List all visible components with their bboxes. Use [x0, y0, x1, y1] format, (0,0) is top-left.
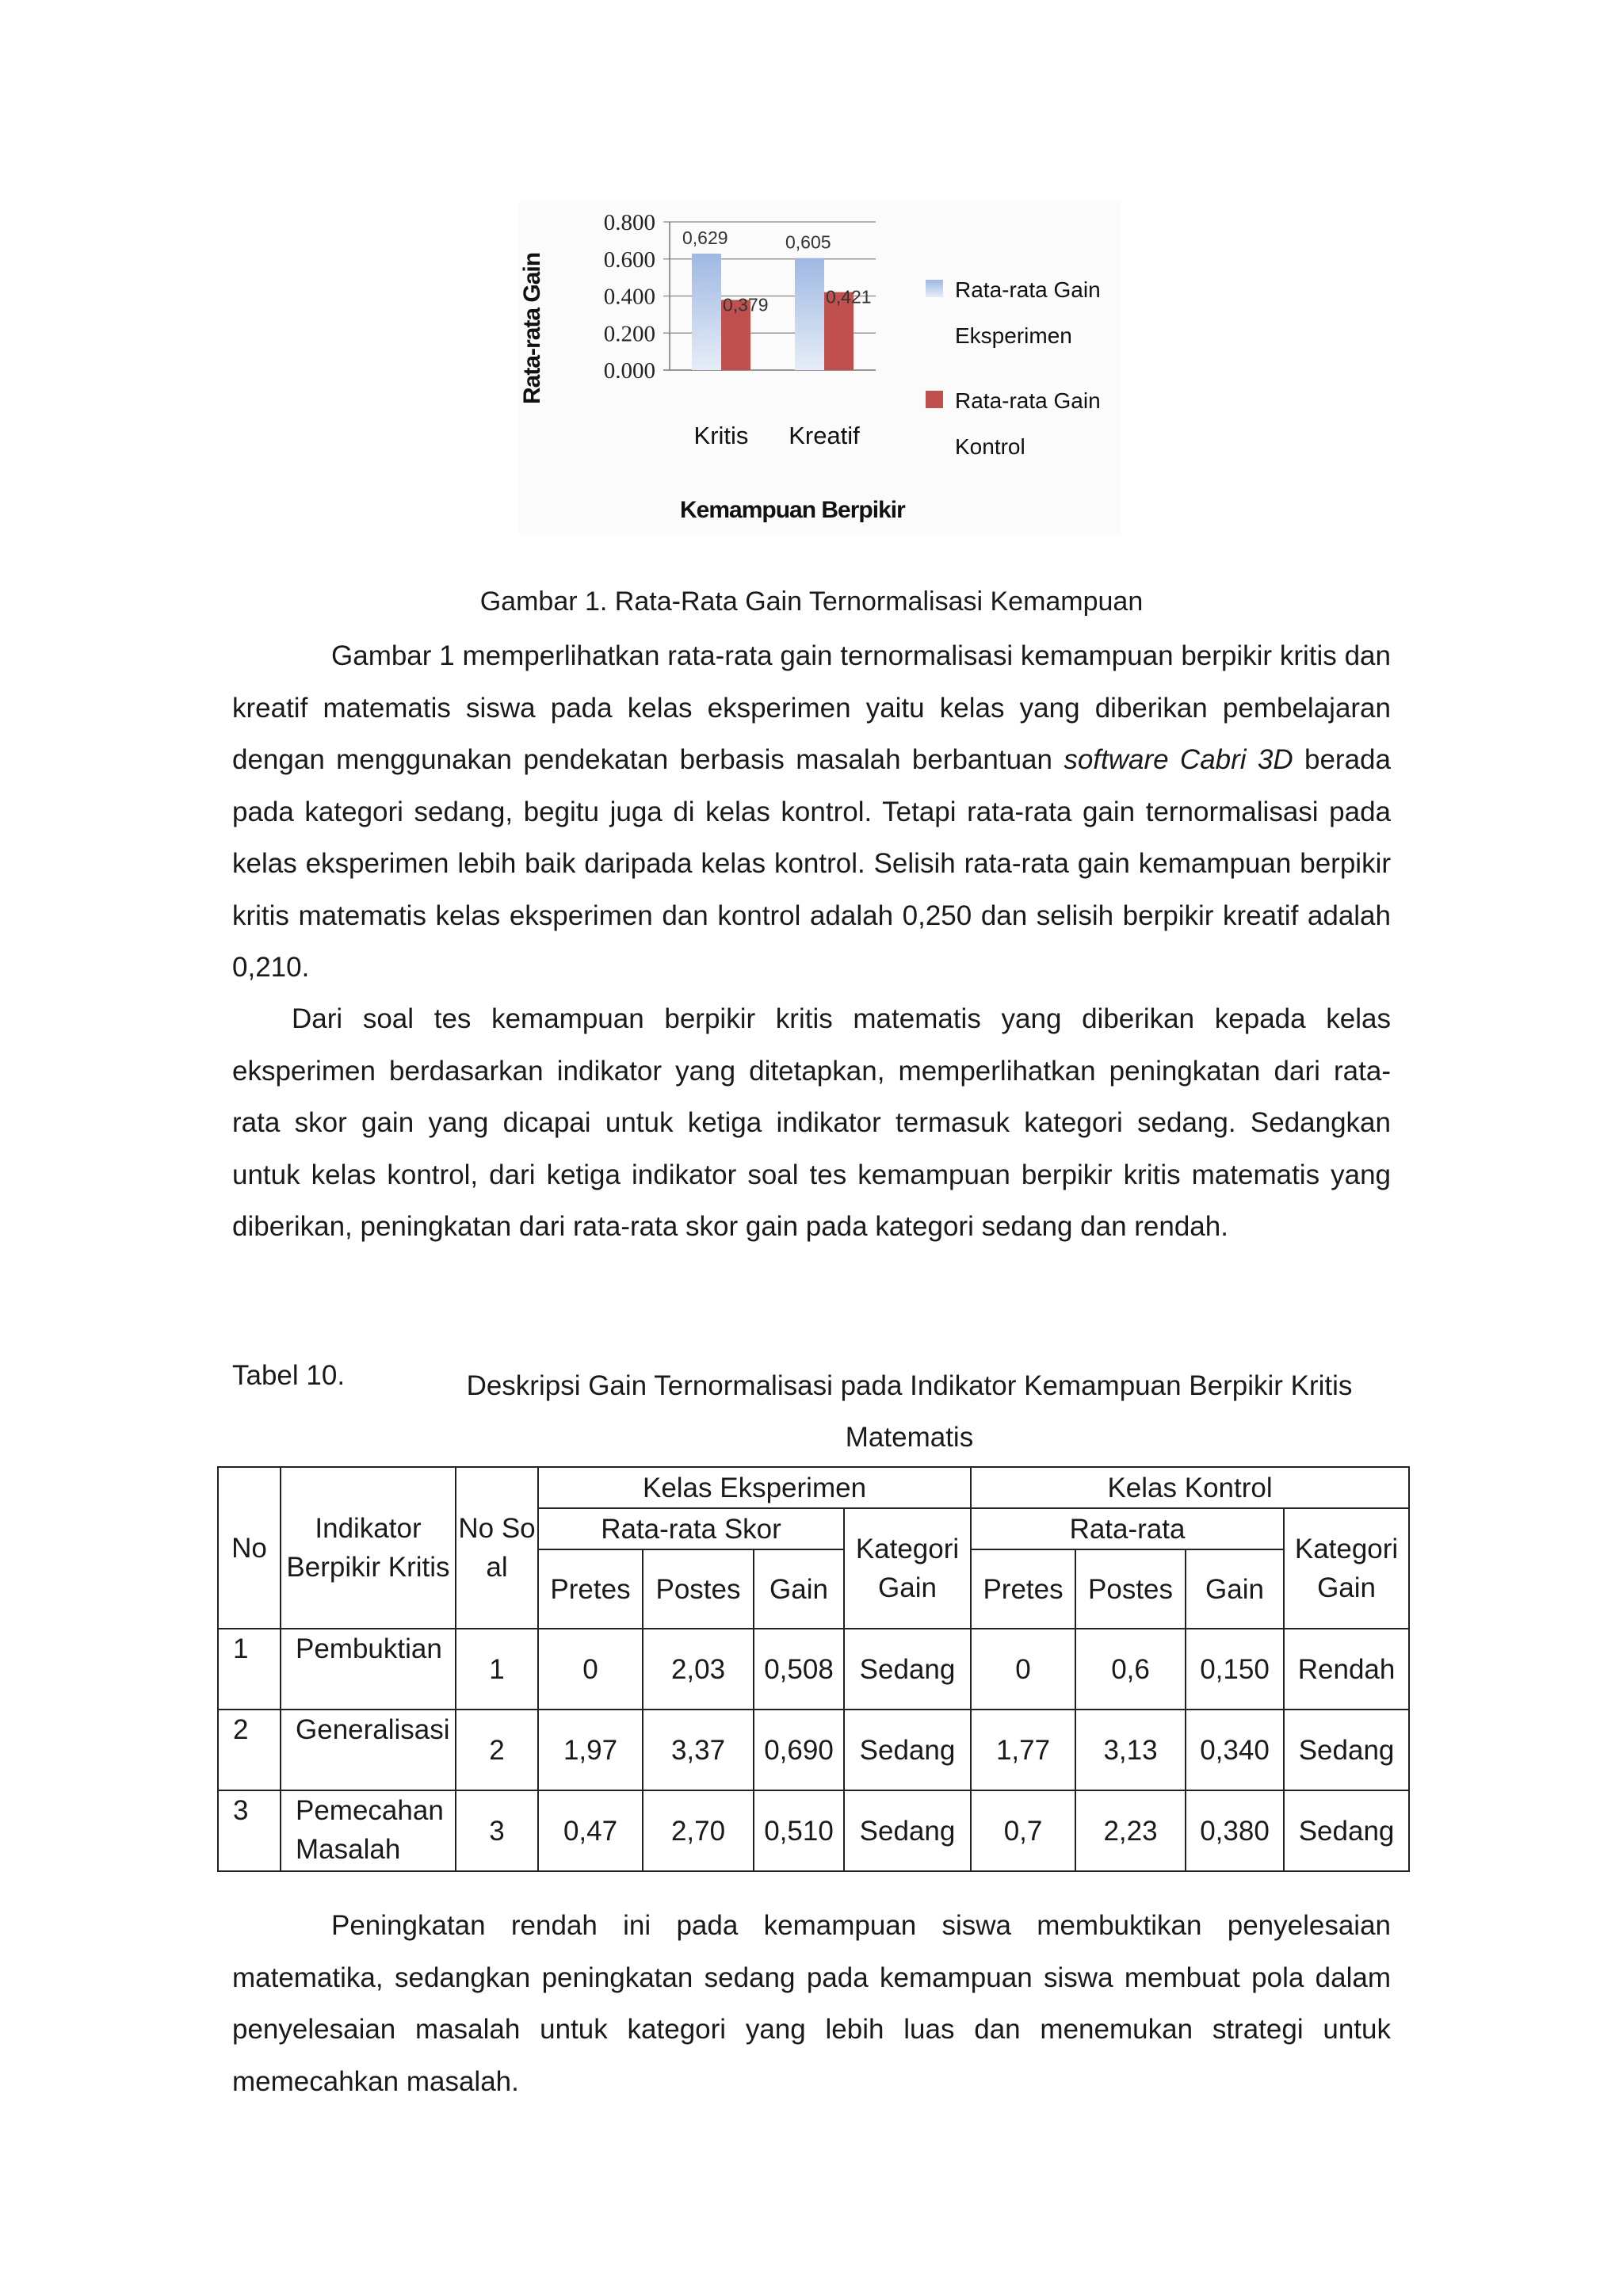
cell-e-kategori: Sedang [844, 1710, 971, 1790]
figure-caption: Gambar 1. Rata-Rata Gain Ternormalisasi Kemampuan [479, 586, 1144, 617]
header-kategori-gain-e: Kategori Gain [844, 1508, 971, 1629]
cell-e-kategori: Sedang [844, 1790, 971, 1871]
cell-k-gain: 0,150 [1186, 1629, 1284, 1710]
cell-k-kategori: Sedang [1284, 1710, 1409, 1790]
paragraph-1-text-a: Gambar 1 memperlihatkan rata-rata gain ternormalisasi kemampuan berpikir kritis dan kreatif matematis siswa pada kelas eksperimen yaitu kelas yang diberikan pembelajaran dengan menggunakan pendekatan berbasis masalah berbantuan [232, 640, 1391, 775]
x-category-label: Kritis [693, 422, 749, 449]
header-pretes-e: Pretes [538, 1549, 643, 1629]
cell-soal: 1 [456, 1629, 538, 1710]
header-no: No [218, 1467, 281, 1629]
table-row [218, 1790, 1409, 1871]
cell-k-gain: 0,380 [1186, 1790, 1284, 1871]
legend-swatch [926, 391, 943, 408]
data-label: 0,605 [785, 231, 831, 253]
cell-k-kategori: Sedang [1284, 1790, 1409, 1871]
cell-e-postes: 3,37 [643, 1710, 754, 1790]
gain-table [217, 1466, 1410, 1872]
y-tick-label: 0.000 [603, 358, 655, 384]
header-gain-e: Gain [754, 1549, 844, 1629]
y-axis-title: Rata-rata Gain [519, 252, 545, 404]
cell-soal: 2 [456, 1710, 538, 1790]
header-rata-rata: Rata-rata [971, 1508, 1284, 1549]
header-pretes-k: Pretes [971, 1549, 1075, 1629]
cell-soal: 3 [456, 1790, 538, 1871]
cell-indikator: Pembuktian [281, 1629, 456, 1710]
y-tick-label: 0.800 [603, 210, 655, 235]
data-label: 0,421 [826, 286, 872, 308]
cell-k-postes: 2,23 [1075, 1790, 1186, 1871]
cell-e-gain: 0,690 [754, 1710, 844, 1790]
legend-label: Rata-rata Gain [955, 388, 1101, 413]
cell-e-gain: 0,508 [754, 1629, 844, 1710]
header-no-soal: No Soal [456, 1467, 538, 1629]
table-row [218, 1710, 1409, 1790]
cell-indikator: Pemecahan Masalah [281, 1790, 456, 1871]
y-tick-label: 0.200 [603, 321, 655, 347]
paragraph-1-italic: software Cabri 3D [1064, 744, 1293, 775]
cell-k-pretes: 0,7 [971, 1790, 1075, 1871]
header-postes-e: Postes [643, 1549, 754, 1629]
cell-k-pretes: 0 [971, 1629, 1075, 1710]
y-tick-label: 0.600 [603, 246, 655, 273]
cell-k-postes: 0,6 [1075, 1629, 1186, 1710]
cell-e-postes: 2,03 [643, 1629, 754, 1710]
legend-swatch [926, 280, 943, 297]
cell-e-pretes: 1,97 [538, 1710, 643, 1790]
cell-no: 3 [218, 1790, 281, 1871]
header-indikator: Indikator Berpikir Kritis [281, 1467, 456, 1629]
cell-k-pretes: 1,77 [971, 1710, 1075, 1790]
gain-bar-chart [519, 202, 1121, 535]
paragraph-2: Dari soal tes kemampuan berpikir kritis matematis yang diberikan kepada kelas eksperimen berdasarkan indikator yang ditetapkan, memperlihatkan peningkatan dari rata-rata skor gain yang dicapai untuk ketiga indikator termasuk kategori sedang. Sedangkan untuk kelas kontrol, dari ketiga indikator soal tes kemampuan berpikir kritis matematis yang diberikan, peningkatan dari rata-rata skor gain pada kategori sedang dan rendah. [232, 1003, 1391, 1242]
data-label: 0,379 [723, 294, 769, 315]
header-kelas-kontrol: Kelas Kontrol [971, 1467, 1409, 1508]
cell-k-kategori: Rendah [1284, 1629, 1409, 1710]
bar-kreatif-series-1 [795, 258, 824, 370]
cell-k-postes: 3,13 [1075, 1710, 1186, 1790]
cell-e-postes: 2,70 [643, 1790, 754, 1871]
cell-e-pretes: 0 [538, 1629, 643, 1710]
header-gain-k: Gain [1186, 1549, 1284, 1629]
cell-no: 2 [218, 1710, 281, 1790]
cell-no: 1 [218, 1629, 281, 1710]
cell-e-kategori: Sedang [844, 1629, 971, 1710]
header-kategori-gain-k: Kategori Gain [1284, 1508, 1409, 1629]
table-row [218, 1629, 1409, 1710]
table-label: Tabel 10. [232, 1360, 346, 1391]
x-axis-title: Kemampuan Berpikir [680, 497, 905, 523]
cell-k-gain: 0,340 [1186, 1710, 1284, 1790]
legend-label: Eksperimen [955, 323, 1072, 348]
paragraph-3: Peningkatan rendah ini pada kemampuan siswa membuktikan penyelesaian matematika, sedangkan peningkatan sedang pada kemampuan siswa membuat pola dalam penyelesaian masalah untuk kategori yang lebih luas dan menemukan strategi untuk memecahkan masalah. [232, 1910, 1391, 2097]
cell-e-gain: 0,510 [754, 1790, 844, 1871]
legend-label: Rata-rata Gain [955, 277, 1101, 302]
cell-indikator: Generalisasi [281, 1710, 456, 1790]
x-category-label: Kreatif [789, 422, 860, 449]
data-label: 0,629 [682, 227, 728, 248]
paragraph-1 [232, 630, 1391, 994]
cell-e-pretes: 0,47 [538, 1790, 643, 1871]
legend-label: Kontrol [955, 434, 1025, 459]
header-rata-rata-skor: Rata-rata Skor [538, 1508, 844, 1549]
y-tick-label: 0.400 [603, 284, 655, 310]
bar-kritis-series-1 [692, 254, 721, 370]
paragraph-1-text-b: berada pada kategori sedang, begitu juga di kelas kontrol. Tetapi rata-rata gain ternormalisasi pada kelas eksperimen lebih baik daripada kelas kontrol. Selisih rata-rata gain kemampuan berpikir kritis matematis kelas eksperimen dan kontrol adalah 0,250 dan selisih berpikir kreatif adalah 0,210. [232, 744, 1391, 983]
header-postes-k: Postes [1075, 1549, 1186, 1629]
table-title: Deskripsi Gain Ternormalisasi pada Indikator Kemampuan Berpikir Kritis Matematis [466, 1370, 1353, 1453]
header-kelas-eksperimen: Kelas Eksperimen [538, 1467, 971, 1508]
